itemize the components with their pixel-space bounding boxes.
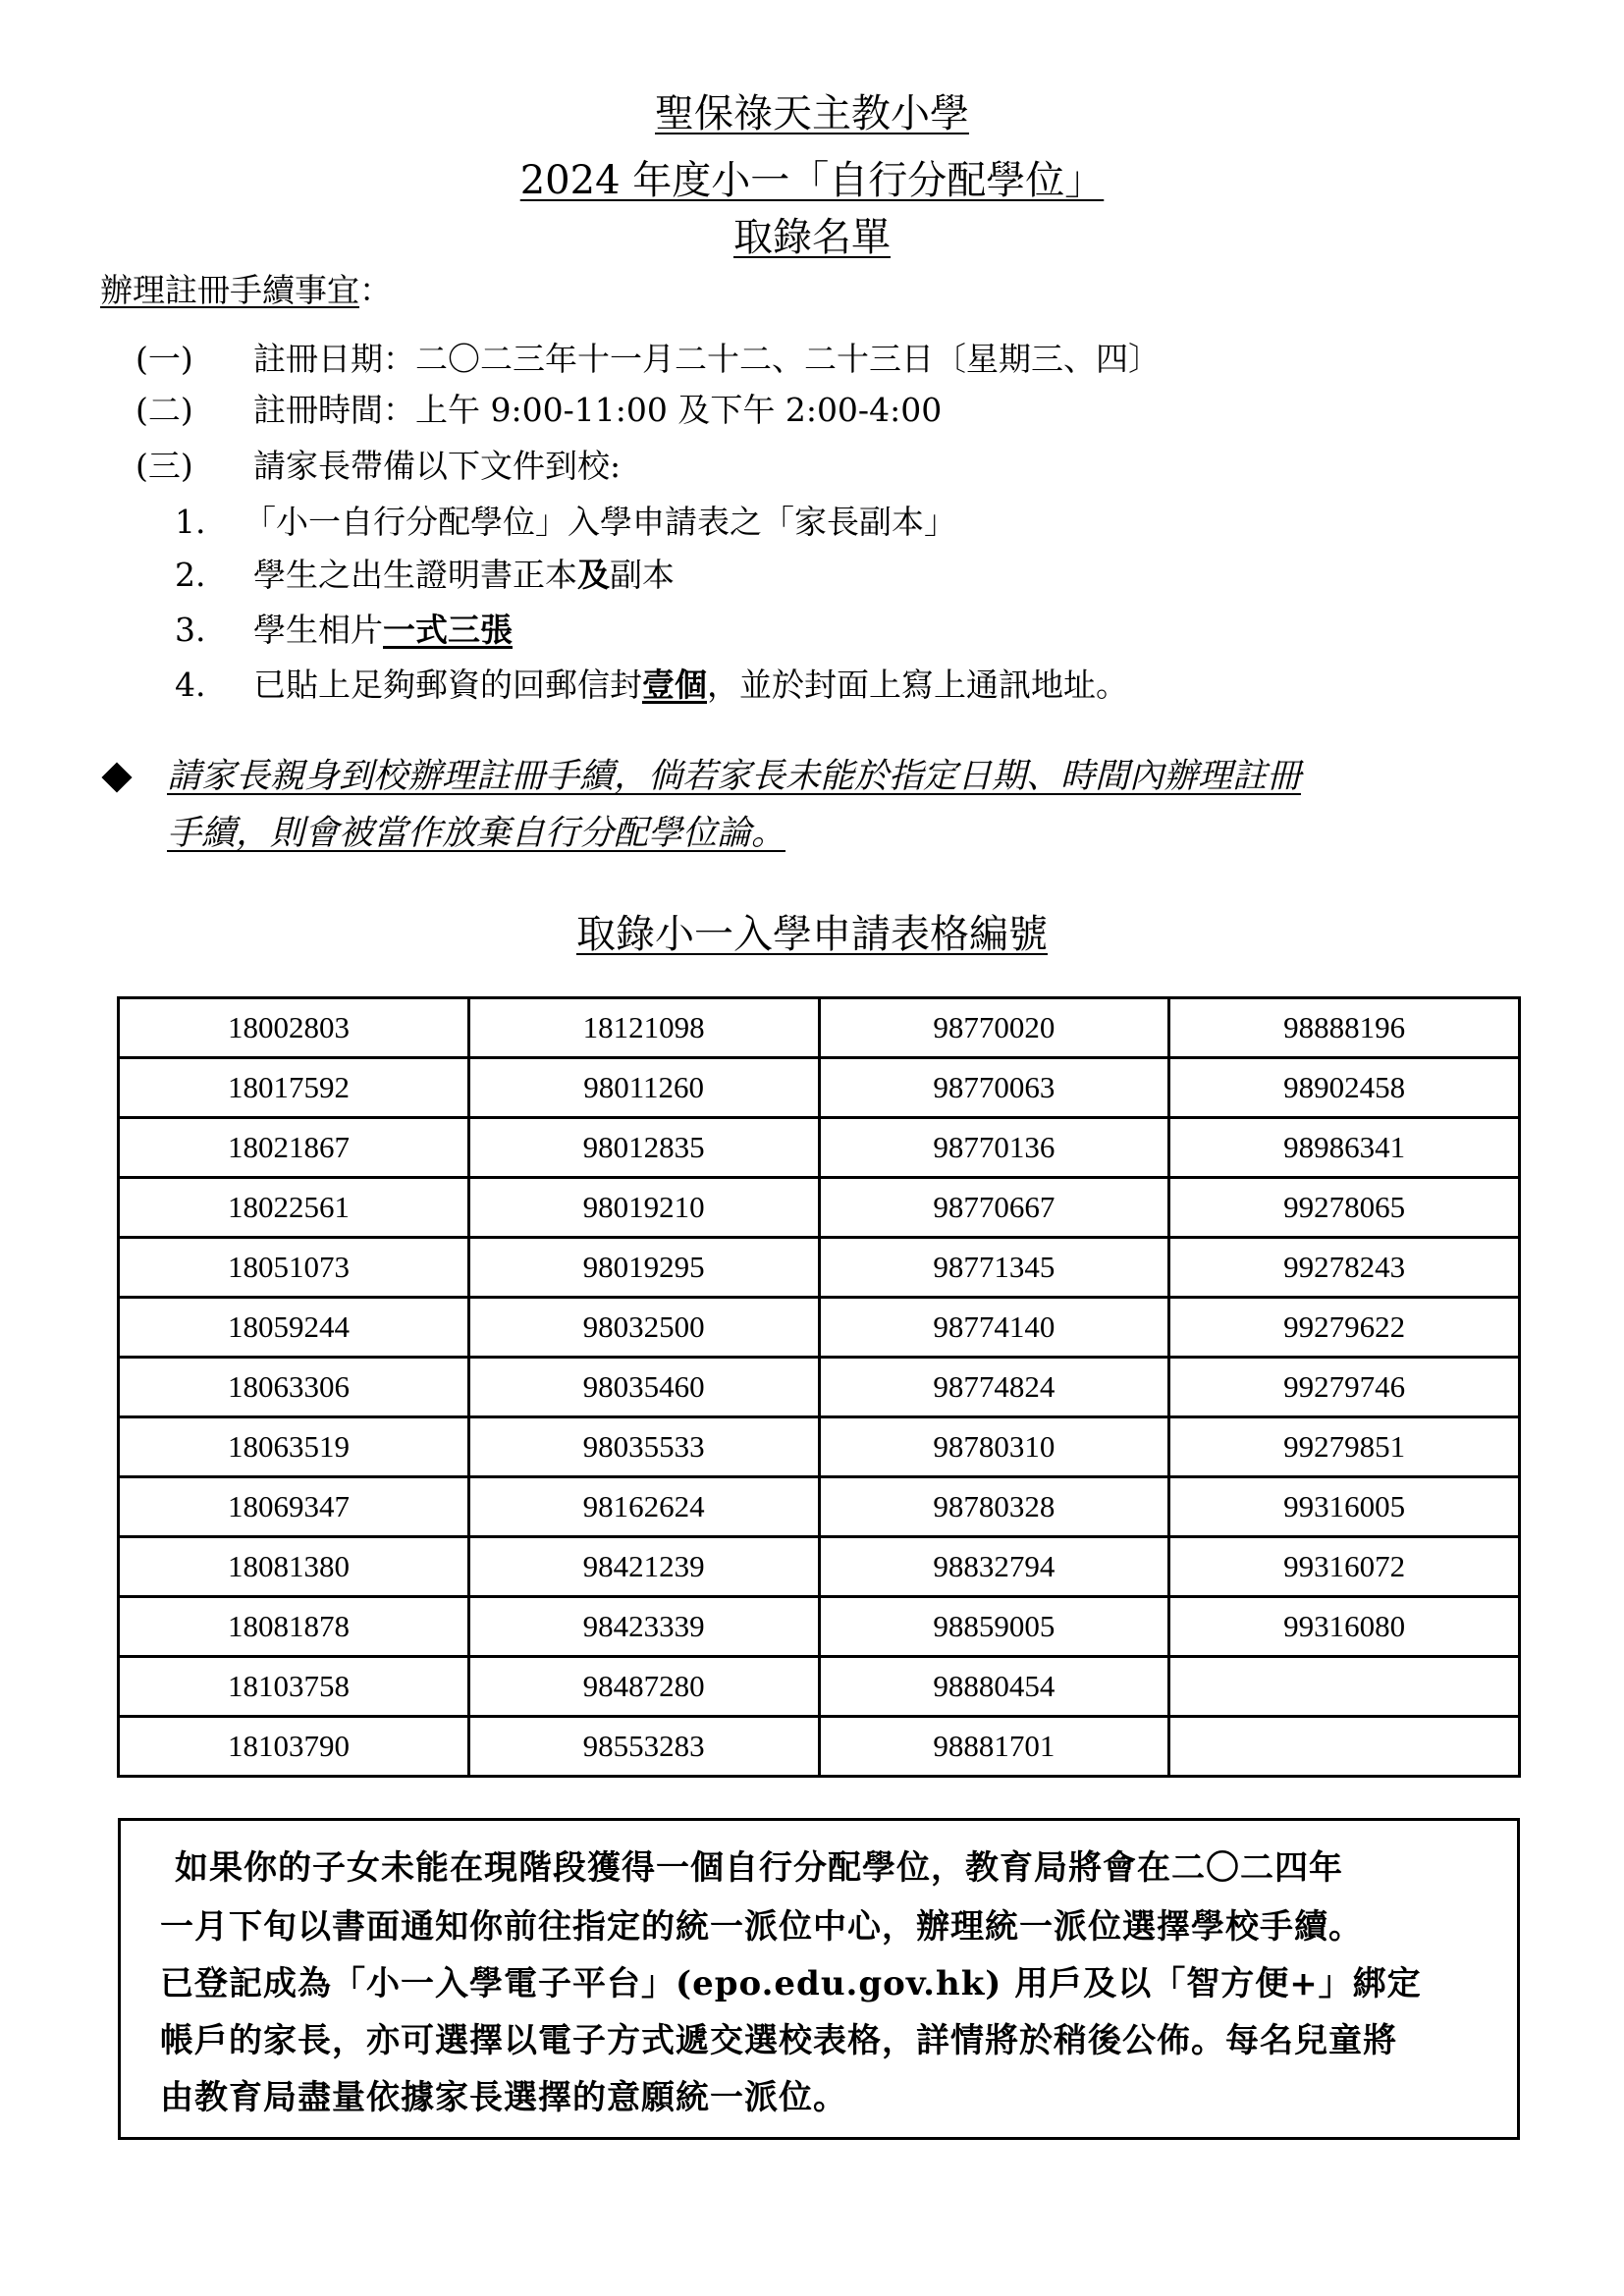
edb-notice-box [118,1818,1520,2140]
table-cell: 18063306 [119,1358,469,1417]
table-row [119,998,1520,1058]
table-cell: 98012835 [468,1118,819,1178]
table-cell: 98780310 [819,1417,1169,1477]
table-cell: 99316072 [1169,1537,1520,1597]
registration-heading: 辦理註冊手續事宜： [100,271,392,309]
table-cell: 98553283 [468,1717,819,1777]
table-cell: 98888196 [1169,998,1520,1058]
table-cell: 98780328 [819,1477,1169,1537]
list-title: 取錄名單 [733,215,891,260]
table-row [119,1657,1520,1717]
edb-notice-line: 帳戶的家長，亦可選擇以電子方式遞交選校表格，詳情將於稍後公佈。每名兒童將 [160,2021,1397,2060]
table-cell: 99316080 [1169,1597,1520,1657]
table-cell: 18069347 [119,1477,469,1537]
table-cell: 98770063 [819,1058,1169,1118]
table-cell [1169,1717,1520,1777]
notice-line: 手續，則會被當作放棄自行分配學位論。 [167,814,786,853]
edb-notice-line: 由教育局盡量依據家長選擇的意願統一派位。 [160,2078,847,2117]
edb-notice-line: 如果你的子女未能在現階段獲得一個自行分配學位，教育局將會在二〇二四年 [175,1848,1343,1888]
year-title: 2024 年度小一「自行分配學位」 [519,158,1105,203]
registration-item-text: 註冊日期：二〇二三年十一月二十二、二十三日〔星期三、四〕 [253,340,1161,378]
notice-line: 請家長親身到校辦理註冊手續，倘若家長未能於指定日期、時間內辦理註冊 [167,757,1302,796]
table-cell: 98487280 [468,1657,819,1717]
registration-item: (二) [135,391,193,429]
table-title: 取錄小一入學申請表格編號 [576,912,1048,957]
table-cell [1169,1657,1520,1717]
table-cell: 18002803 [119,998,469,1058]
table-cell: 98986341 [1169,1118,1520,1178]
diamond-bullet-icon [101,762,132,792]
document-num: 3. [175,611,206,649]
table-cell: 98880454 [819,1657,1169,1717]
table-cell: 18063519 [119,1417,469,1477]
registration-item-text: 請家長帶備以下文件到校: [253,447,622,485]
table-cell: 98902458 [1169,1058,1520,1118]
table-cell: 18051073 [119,1238,469,1298]
document-text: 已貼上足夠郵資的回郵信封壹個，並於封面上寫上通訊地址。 [253,666,1128,704]
table-cell: 98770136 [819,1118,1169,1178]
table-cell: 98011260 [468,1058,819,1118]
table-cell: 98035533 [468,1417,819,1477]
table-cell: 98774824 [819,1358,1169,1417]
table-row [119,1178,1520,1238]
table-row [119,1118,1520,1178]
table-cell: 99278243 [1169,1238,1520,1298]
table-row [119,1537,1520,1597]
document-num: 1. [175,503,206,541]
table-cell: 18103790 [119,1717,469,1777]
table-row [119,1238,1520,1298]
table-row [119,1597,1520,1657]
table-row [119,1717,1520,1777]
registration-item: (一) [135,340,193,378]
table-cell: 98019295 [468,1238,819,1298]
table-cell: 99316005 [1169,1477,1520,1537]
school-name: 聖保祿天主教小學 [655,91,969,136]
table-cell: 18017592 [119,1058,469,1118]
table-cell: 98770667 [819,1178,1169,1238]
table-row [119,1298,1520,1358]
table-cell: 98881701 [819,1717,1169,1777]
table-cell: 18022561 [119,1178,469,1238]
table-cell: 98032500 [468,1298,819,1358]
table-cell: 18121098 [468,998,819,1058]
registration-item: (三) [135,447,193,485]
table-cell: 99278065 [1169,1178,1520,1238]
table-row [119,1358,1520,1417]
table-cell: 98162624 [468,1477,819,1537]
document-text: 學生之出生證明書正本及副本 [253,556,675,594]
registration-item-text: 註冊時間：上午 9:00-11:00 及下午 2:00-4:00 [253,391,943,429]
table-cell: 98770020 [819,998,1169,1058]
table-cell: 18081380 [119,1537,469,1597]
table-row [119,1058,1520,1118]
table-cell: 98019210 [468,1178,819,1238]
table-cell: 98859005 [819,1597,1169,1657]
edb-notice-line: 一月下旬以書面通知你前往指定的統一派位中心，辦理統一派位選擇學校手續。 [160,1907,1363,1947]
table-cell: 18021867 [119,1118,469,1178]
application-number-table [117,996,1521,1778]
table-cell: 18059244 [119,1298,469,1358]
table-cell: 98832794 [819,1537,1169,1597]
table-cell: 99279622 [1169,1298,1520,1358]
table-cell: 98423339 [468,1597,819,1657]
table-row [119,1417,1520,1477]
edb-notice-line: 已登記成為「小一入學電子平台」(epo.edu.gov.hk) 用戶及以「智方便+」綁定 [160,1964,1422,2003]
document-text: 學生相片一式三張 [253,611,513,649]
table-cell: 98035460 [468,1358,819,1417]
table-cell: 99279851 [1169,1417,1520,1477]
table-cell: 98771345 [819,1238,1169,1298]
table-cell: 98774140 [819,1298,1169,1358]
table-cell: 98421239 [468,1537,819,1597]
table-cell: 99279746 [1169,1358,1520,1417]
document-num: 4. [175,666,206,704]
document-num: 2. [175,556,206,594]
table-cell: 18103758 [119,1657,469,1717]
table-row [119,1477,1520,1537]
table-cell: 18081878 [119,1597,469,1657]
document-text: 「小一自行分配學位」入學申請表之「家長副本」 [244,503,956,541]
